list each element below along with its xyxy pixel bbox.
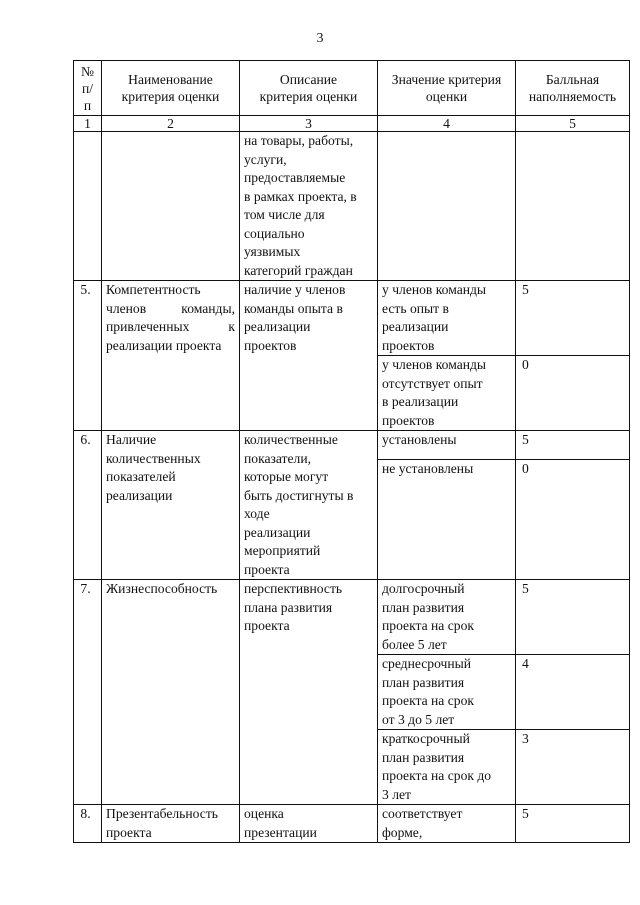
header-criterion-description: Описание критерия оценки	[240, 61, 378, 116]
criterion-description-cell: на товары, работы, услуги, предоставляемые в рамках проекта, в том числе для социально уязвимых категорий граждан	[240, 132, 378, 281]
row-number-cell: 6.	[74, 431, 102, 580]
score-cell: 5	[516, 281, 630, 356]
criterion-description-cell: оценка презентации	[240, 805, 378, 843]
criterion-name-cell: Компетентность членов команды, привлеченных к реализации проекта	[102, 281, 240, 431]
row-number-cell: 8.	[74, 805, 102, 843]
score-cell: 5	[516, 805, 630, 843]
row-number-cell: 5.	[74, 281, 102, 431]
score-cell: 5	[516, 431, 630, 460]
table-row	[74, 281, 630, 356]
criteria-table	[73, 60, 630, 843]
criterion-value-cell: у членов команды отсутствует опыт в реализации проектов	[378, 356, 516, 431]
header-criterion-name: Наименование критерия оценки	[102, 61, 240, 116]
column-number: 4	[378, 116, 516, 132]
table-row	[74, 132, 630, 281]
criterion-description-cell: наличие у членов команды опыта в реализации проектов	[240, 281, 378, 431]
score-cell: 0	[516, 356, 630, 431]
criterion-name-cell: Жизнеспособность	[102, 580, 240, 805]
header-score: Балльная наполняемость	[516, 61, 630, 116]
criterion-description-cell: перспективность плана развития проекта	[240, 580, 378, 805]
row-number-cell	[74, 132, 102, 281]
column-number: 1	[74, 116, 102, 132]
column-numbers-row	[74, 116, 630, 132]
score-cell: 4	[516, 655, 630, 730]
criterion-name-cell	[102, 132, 240, 281]
table-row	[74, 431, 630, 460]
score-cell: 0	[516, 460, 630, 580]
criterion-name-cell: Презентабельность проекта	[102, 805, 240, 843]
page-number: 3	[316, 31, 324, 46]
table-row	[74, 805, 630, 843]
criterion-value-cell: долгосрочный план развития проекта на срок более 5 лет	[378, 580, 516, 655]
score-cell	[516, 132, 630, 281]
criterion-value-cell: не установлены	[378, 460, 516, 580]
criterion-value-cell: краткосрочный план развития проекта на срок до 3 лет	[378, 730, 516, 805]
column-number: 2	[102, 116, 240, 132]
score-cell: 3	[516, 730, 630, 805]
score-cell: 5	[516, 580, 630, 655]
table-row	[74, 580, 630, 655]
header-number: № п/ п	[74, 61, 102, 116]
table-header-row	[74, 61, 630, 116]
column-number: 3	[240, 116, 378, 132]
header-criterion-value: Значение критерия оценки	[378, 61, 516, 116]
criterion-name-cell: Наличие количественных показателей реализации	[102, 431, 240, 580]
criterion-value-cell: соответствует форме,	[378, 805, 516, 843]
criterion-value-cell: установлены	[378, 431, 516, 460]
criterion-value-cell: среднесрочный план развития проекта на срок от 3 до 5 лет	[378, 655, 516, 730]
column-number: 5	[516, 116, 630, 132]
criterion-description-cell: количественные показатели, которые могут быть достигнуты в ходе реализации мероприятий проекта	[240, 431, 378, 580]
criterion-value-cell: у членов команды есть опыт в реализации проектов	[378, 281, 516, 356]
row-number-cell: 7.	[74, 580, 102, 805]
criterion-value-cell	[378, 132, 516, 281]
